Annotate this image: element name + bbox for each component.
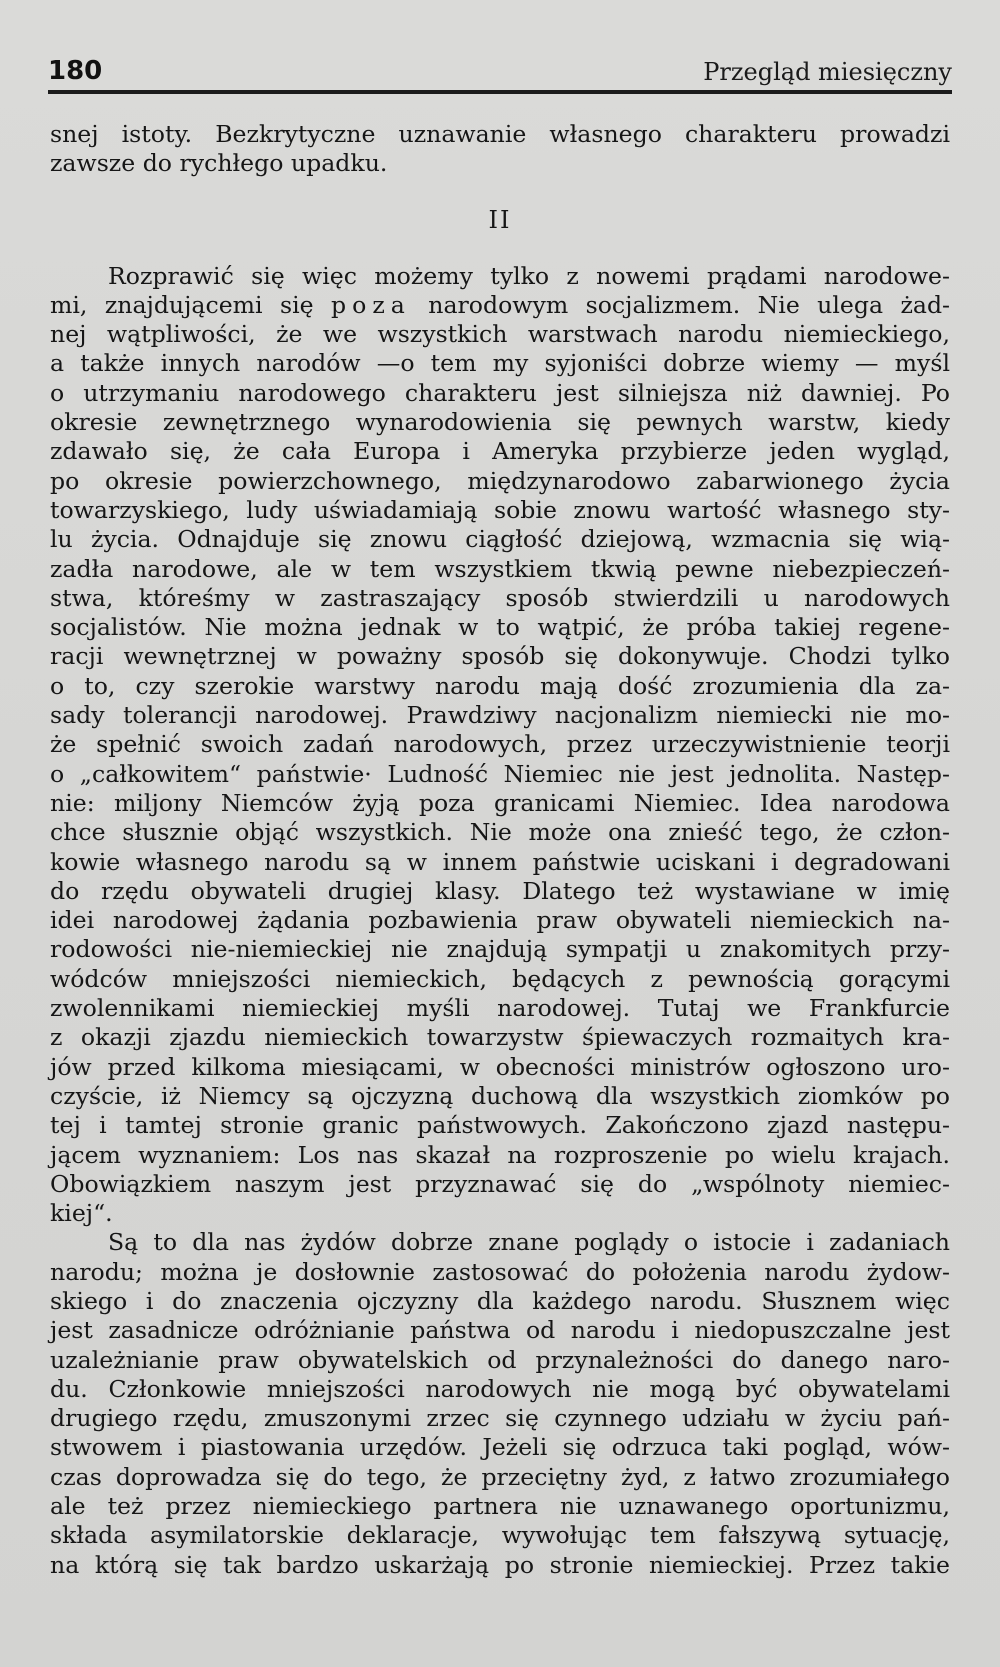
text-line: czyście, iż Niemcy są ojczyzną duchową dla wszystkich ziomków po [50, 1081, 950, 1110]
text-line: o „całkowitem“ państwie· Ludność Niemiec nie jest jednolita. Następ- [50, 759, 950, 788]
text-line: na którą się tak bardzo uskarżają po stronie niemieckiej. Przez takie [50, 1550, 950, 1579]
text-line [50, 291, 950, 320]
text-line: że spełnić swoich zadań narodowych, przez urzeczywistnienie teorji [50, 730, 950, 759]
text-line: czas doprowadza się do tego, że przeciętny żyd, z łatwo zrozumiałego [50, 1462, 950, 1491]
text-line: a także innych narodów —o tem my syjoniści dobrze wiemy — myśl [50, 349, 950, 378]
text-line: zawsze do rychłego upadku. [50, 149, 388, 178]
text-line: jącem wyznaniem: Los nas skazał na rozproszenie po wielu krajach. [50, 1140, 950, 1169]
text-line: jów przed kilkoma miesiącami, w obecności ministrów ogłoszono uro- [50, 1052, 950, 1081]
text-line: du. Członkowie mniejszości narodowych nie mogą być obywatelami [50, 1374, 950, 1403]
text-line: Rozprawić się więc możemy tylko z nowemi prądami narodowe- [108, 261, 950, 290]
text-line: wódców mniejszości niemieckich, będących z pewnością gorącymi [50, 964, 950, 993]
text-line: po okresie powierzchownego, międzynarodowo zabarwionego życia [50, 466, 950, 495]
text-line: ale też przez niemieckiego partnera nie uznawanego oportunizmu, [50, 1492, 950, 1521]
text-line: składa asymilatorskie deklaracje, wywołując tem fałszywą sytuację, [50, 1521, 950, 1550]
text-line: towarzyskiego, ludy uświadamiają sobie znowu wartość własnego sty- [50, 495, 950, 524]
text-line: zadła narodowe, ale w tem wszystkiem tkwią pewne niebezpieczeń- [50, 554, 950, 583]
body-text [50, 120, 950, 1580]
text-line: kiej“. [50, 1199, 113, 1228]
text-line: kowie własnego narodu są w innem państwie uciskani i degradowani [50, 847, 950, 876]
text-line: do rzędu obywateli drugiej klasy. Dlatego też wystawiane w imię [50, 876, 950, 905]
text-line: snej istoty. Bezkrytyczne uznawanie własnego charakteru prowadzi [50, 120, 950, 148]
header-rule [48, 90, 952, 94]
text-line: stwowem i piastowania urzędów. Jeżeli się odrzuca taki pogląd, wów- [50, 1433, 950, 1462]
text-line: sady tolerancji narodowej. Prawdziwy nacjonalizm niemiecki nie mo- [50, 701, 950, 730]
paragraph-2 [50, 1228, 950, 1580]
page-header [48, 52, 952, 92]
text-span: narodowym socjalizmem. Nie ulega żad- [428, 290, 951, 319]
text-line: jest zasadnicze odróżnianie państwa od narodu i niedopuszczalne jest [50, 1316, 950, 1345]
page-number: 180 [48, 56, 103, 86]
paragraph-1 [50, 320, 950, 1228]
text-line: nie: miljony Niemców żyją poza granicami Niemiec. Idea narodowa [50, 788, 950, 817]
text-line: stwa, któreśmy w zastraszający sposób stwierdzili u narodowych [50, 583, 950, 612]
text-line: skiego i do znaczenia ojczyzny dla każdego narodu. Słusznem więc [50, 1286, 950, 1315]
text-line: okresie zewnętrznego wynarodowienia się pewnych warstw, kiedy [50, 408, 950, 437]
text-line: drugiego rzędu, zmuszonymi zrzec się czynnego udziału w życiu pań- [50, 1404, 950, 1433]
text-span: mi, znajdującemi się [50, 290, 314, 319]
text-line: Są to dla nas żydów dobrze znane poglądy o istocie i zadaniach [108, 1228, 950, 1257]
emphasis-spaced: poza [331, 290, 411, 319]
text-line: z okazji zjazdu niemieckich towarzystw śpiewaczych rozmaitych kra- [50, 1023, 950, 1052]
text-line: narodu; można je dosłownie zastosować do położenia narodu żydow- [50, 1257, 950, 1286]
text-line: zdawało się, że cała Europa i Ameryka przybierze jeden wygląd, [50, 437, 950, 466]
text-line: rodowości nie-niemieckiej nie znajdują sympatji u znakomitych przy- [50, 935, 950, 964]
text-line: racji wewnętrznej w poważny sposób się dokonywuje. Chodzi tylko [50, 642, 950, 671]
text-line: idei narodowej żądania pozbawienia praw obywateli niemieckich na- [50, 906, 950, 935]
text-line: o to, czy szerokie warstwy narodu mają dość zrozumienia dla za- [50, 671, 950, 700]
text-line: zwolennikami niemieckiej myśli narodowej. Tutaj we Frankfurcie [50, 994, 950, 1023]
text-line: tej i tamtej stronie granic państwowych. Zakończono zjazd następu- [50, 1111, 950, 1140]
section-heading: II [488, 205, 512, 234]
text-line: o utrzymaniu narodowego charakteru jest silniejsza niż dawniej. Po [50, 378, 950, 407]
text-line: uzależnianie praw obywatelskich od przynależności do danego naro- [50, 1345, 950, 1374]
text-line: Obowiązkiem naszym jest przyznawać się do „wspólnoty niemiec- [50, 1169, 950, 1198]
running-title: Przegląd miesięczny [703, 58, 952, 86]
text-line: nej wątpliwości, że we wszystkich warstwach narodu niemieckiego, [50, 320, 950, 349]
text-line: lu życia. Odnajduje się znowu ciągłość dziejową, wzmacnia się wią- [50, 525, 950, 554]
text-line: socjalistów. Nie można jednak w to wątpić, że próba takiej regene- [50, 613, 950, 642]
text-line: chce słusznie objąć wszystkich. Nie może ona znieść tego, że człon- [50, 818, 950, 847]
